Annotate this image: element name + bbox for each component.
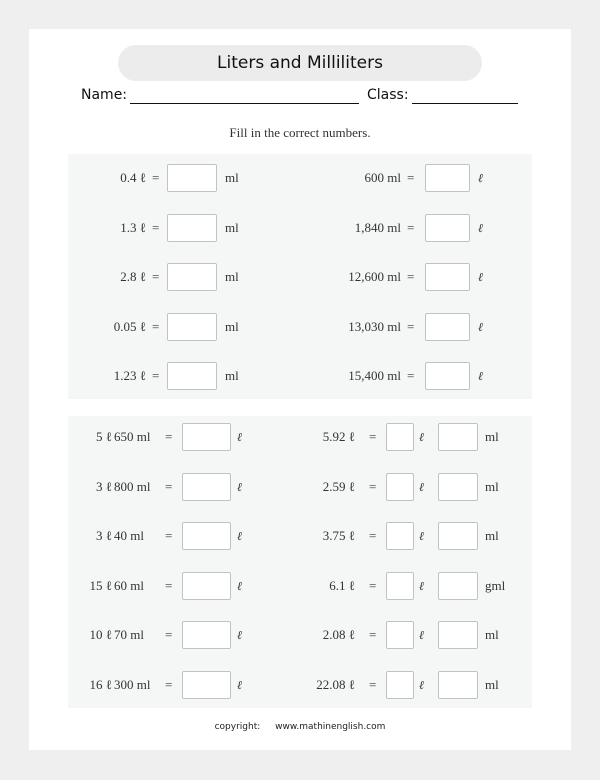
liters-value: 2.59 ℓ [322,478,355,494]
milliliters-unit-label: ml [485,627,499,642]
milliliters-part: 40 ml [114,528,144,543]
milliliters-value: 1,840 ml [354,219,401,235]
milliliters-input[interactable] [438,572,478,600]
milliliters-unit-label: ml [485,528,499,543]
equals-sign: = [165,577,173,593]
liters-unit-label: ℓ [419,529,424,543]
conversion-row [68,671,532,699]
liters-value: 6.1 ℓ [329,577,355,593]
equals-sign: = [407,219,415,235]
milliliters-input[interactable] [438,621,478,649]
conversion-row [68,473,532,501]
unit-label: ℓ [478,171,483,185]
conversion-panel-2 [68,416,532,708]
unit-label: ml [225,318,239,334]
class-blank-line[interactable] [412,103,518,104]
milliliters-part: 800 ml [114,478,151,494]
liters-value: 5.92 ℓ [322,429,355,444]
milliliters-value: 15,400 ml [348,368,401,383]
unit-label: ml [225,219,239,235]
conversion-row [68,214,532,242]
conversion-row [68,164,532,192]
equals-sign: = [369,627,377,642]
unit-label: ml [225,170,239,185]
conversion-row [68,423,532,451]
liters-value: 1.3 ℓ [120,219,146,235]
equals-sign: = [165,627,173,642]
unit-label: ℓ [237,578,242,593]
conversion-row [68,572,532,600]
liters-value: 0.05 ℓ [113,318,146,334]
equals-sign: = [369,676,377,692]
liters-unit-label: ℓ [419,430,424,444]
liters-input[interactable] [386,473,414,501]
equals-sign: = [407,368,415,383]
conversion-row [68,362,532,390]
conversion-row [68,263,532,291]
milliliters-unit-label: ml [485,478,499,494]
milliliters-unit-label: gml [485,577,506,593]
liters-input[interactable] [386,572,414,600]
equals-sign: = [369,528,377,543]
equals-sign: = [407,269,415,284]
liters-input[interactable] [386,423,414,451]
milliliters-part: 60 ml [114,577,144,593]
worksheet-page [29,29,571,750]
liters-unit-label: ℓ [419,578,424,593]
milliliters-part: 650 ml [114,429,151,444]
liters-input[interactable] [386,671,414,699]
unit-label: ℓ [478,369,483,383]
answer-input[interactable] [425,313,470,341]
name-label: Name: [81,87,128,103]
liters-part: 10 ℓ [89,627,112,642]
liters-part: 16 ℓ [89,676,112,692]
milliliters-unit-label: ml [485,429,499,444]
milliliters-value: 13,030 ml [348,318,401,334]
unit-label: ℓ [478,319,483,334]
milliliters-input[interactable] [438,473,478,501]
unit-label: ℓ [478,220,483,235]
equals-sign: = [152,318,160,334]
milliliters-input[interactable] [438,522,478,550]
liters-input[interactable] [386,522,414,550]
equals-sign: = [407,318,415,334]
name-blank-line[interactable] [130,103,359,104]
instruction-text: Fill in the correct numbers. [229,125,371,140]
liters-input[interactable] [386,621,414,649]
equals-sign: = [152,269,160,284]
equals-sign: = [407,170,415,185]
milliliters-part: 70 ml [114,627,144,642]
copyright-label: copyright: [214,722,261,732]
liters-value: 2.08 ℓ [322,627,355,642]
unit-label: ℓ [237,677,242,692]
footer [29,722,571,732]
liters-value: 0.4 ℓ [120,170,146,185]
liters-part: 3 ℓ [96,528,112,543]
liters-value: 22.08 ℓ [316,676,355,692]
answer-input[interactable] [425,263,470,291]
liters-unit-label: ℓ [419,677,424,692]
conversion-row [68,313,532,341]
liters-value: 2.8 ℓ [120,269,146,284]
unit-label: ml [225,269,239,284]
answer-input[interactable] [425,164,470,192]
milliliters-unit-label: ml [485,676,499,692]
liters-part: 5 ℓ [96,429,112,444]
conversion-row [68,621,532,649]
equals-sign: = [165,478,173,494]
website-link[interactable]: www.mathinenglish.com [275,722,386,732]
equals-sign: = [165,528,173,543]
equals-sign: = [369,478,377,494]
unit-label: ℓ [237,529,242,543]
liters-unit-label: ℓ [419,479,424,494]
answer-input[interactable] [425,214,470,242]
equals-sign: = [369,429,377,444]
worksheet-title: Liters and Milliliters [118,45,482,81]
milliliters-value: 600 ml [364,170,401,185]
equals-sign: = [152,170,160,185]
equals-sign: = [165,676,173,692]
answer-input[interactable] [425,362,470,390]
equals-sign: = [152,368,160,383]
liters-value: 3.75 ℓ [322,528,355,543]
liters-part: 15 ℓ [89,577,112,593]
liters-value: 1.23 ℓ [113,368,146,383]
conversion-row [68,522,532,550]
conversion-panel-1 [68,154,532,399]
liters-unit-label: ℓ [419,628,424,642]
unit-label: ℓ [237,430,242,444]
milliliters-value: 12,600 ml [348,269,401,284]
unit-label: ℓ [237,628,242,642]
class-label: Class: [367,87,409,103]
milliliters-part: 300 ml [114,676,151,692]
milliliters-input[interactable] [438,423,478,451]
unit-label: ℓ [478,270,483,284]
liters-part: 3 ℓ [96,478,112,494]
equals-sign: = [152,219,160,235]
milliliters-input[interactable] [438,671,478,699]
equals-sign: = [369,577,377,593]
equals-sign: = [165,429,173,444]
unit-label: ℓ [237,479,242,494]
unit-label: ml [225,368,239,383]
